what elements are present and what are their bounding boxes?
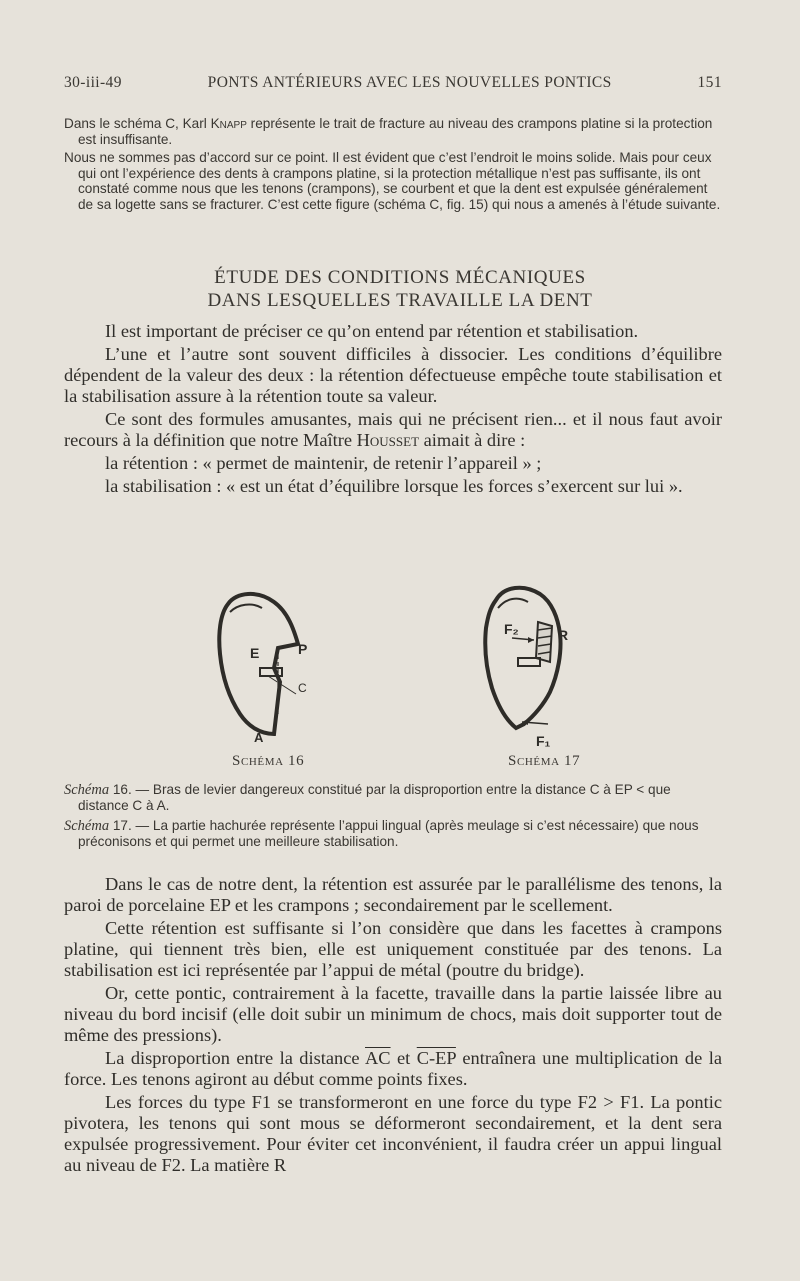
paragraph: Il est important de préciser ce qu’on entend par rétention et stabilisation.	[105, 321, 639, 341]
paragraph	[64, 409, 722, 451]
paragraph: Cette rétention est suffisante si l’on considère que dans les facettes à crampons platine, qui tiennent très bien, elle est uniquement constituée par des tenons. La stabilisation est ici représentée par l’appui de métal (poutre du bridge).	[64, 918, 722, 980]
intro-paragraph-1	[64, 116, 724, 147]
text: entraînera une multiplication de la force. Les tenons agiront au début comme points fixes.	[64, 1048, 723, 1089]
text: et	[390, 1048, 417, 1068]
caption-number: 17.	[109, 817, 132, 833]
author-name: Housset	[356, 430, 420, 450]
label-C: C	[298, 681, 307, 695]
caption-text: — Bras de levier dangereux constitué par la disproportion entre la distance C à EP < que distance C à A.	[78, 782, 671, 814]
schema-16-caption: Schéma 16	[232, 753, 305, 769]
header-title: PONTS ANTÉRIEURS AVEC LES NOUVELLES PONTICS	[207, 74, 612, 91]
label-P: P	[298, 641, 308, 657]
text: Ce sont des formules amusantes, mais qui ne précisent rien... et il nous faut avoir recours à la définition que notre Maître	[64, 409, 722, 450]
segment-c-ep: C-EP	[416, 1048, 456, 1068]
paragraph	[64, 1048, 722, 1090]
body-block-2	[64, 874, 722, 1178]
paragraph: la stabilisation : « est un état d’équilibre lorsque les forces s’exercent sur lui ».	[105, 476, 683, 496]
author-name: Knapp	[210, 116, 247, 131]
label-A: A	[254, 730, 264, 744]
label-R: R	[558, 627, 569, 643]
caption-label: Schéma	[64, 817, 110, 834]
paragraph: Les forces du type F1 se transformeront en une force du type F2 > F1. La pontic pivotera, les tenons qui sont mous se déformeront secondairement, et la dent sera expulsée progressivement. Pour éviter cet inconvénient, il faudra créer un appui lingual au niveau de F2. La matière R	[64, 1092, 722, 1175]
label-E: E	[250, 645, 260, 661]
label-F2: F₂	[504, 621, 519, 637]
intro-block	[64, 116, 724, 216]
section-heading	[64, 266, 736, 312]
paragraph: Dans le cas de notre dent, la rétention est assurée par le parallélisme des tenons, la paroi de porcelaine EP et les crampons ; secondairement par le scellement.	[64, 874, 722, 915]
caption-number: 16.	[109, 782, 132, 797]
paragraph: la rétention : « permet de maintenir, de retenir l’appareil » ;	[105, 453, 542, 473]
caption-text: — La partie hachurée représente l’appui lingual (après meulage si c’est nécessaire) que nous préconisons et qui permet une meilleure stabilisation.	[78, 817, 699, 850]
header-date: 30-iii-49	[64, 74, 122, 91]
running-header	[64, 74, 722, 92]
text: représente le trait de fracture au niveau des crampons platine si la protection est insuffisante.	[78, 116, 713, 147]
intro-paragraph-2: Nous ne sommes pas d’accord sur ce point. Il est évident que c’est l’endroit le moins solide. Mais pour ceux qui ont l’expérience des dents à crampons platine, si la protection métallique n’est pas suffisante, ils ont constaté comme nous que les tenons (crampons), se courbent et que la dent est expulsée généralement de sa logette sans se fracturer. C’est cette figure (schéma C, fig. 15) qui nous a amenés à l’étude suivante.	[64, 150, 721, 212]
text: Dans le schéma C, Karl	[64, 116, 211, 131]
page-number: 151	[697, 74, 722, 91]
text: La disproportion entre la distance	[105, 1048, 365, 1068]
text: aimait à dire :	[419, 430, 526, 450]
paragraph: L’une et l’autre sont souvent difficiles à dissocier. Les conditions d’équilibre dépendent de la valeur des deux : la rétention défectueuse empêche toute stabilisation et la stabilisation assure à la rétention toute sa valeur.	[64, 344, 722, 406]
schema-17-figure	[478, 578, 588, 750]
caption-17	[64, 818, 724, 850]
figure-captions	[64, 782, 724, 854]
schema-16-figure	[208, 584, 328, 744]
section-heading-line-1: ÉTUDE DES CONDITIONS MÉCANIQUES	[214, 267, 586, 288]
paragraph: Or, cette pontic, contrairement à la facette, travaille dans la partie laissée libre au niveau du bord incisif (elle doit subir un minimum de chocs, mais doit supporter tout de même des pressions).	[64, 983, 722, 1045]
schema-17-caption: Schéma 17	[508, 753, 581, 769]
body-block-1	[64, 321, 722, 499]
label-F1: F₁	[536, 733, 551, 749]
section-heading-line-2: DANS LESQUELLES TRAVAILLE LA DENT	[207, 290, 593, 311]
segment-ac: $\overline{AC}$	[365, 1048, 391, 1068]
caption-label: Schéma	[64, 782, 110, 798]
caption-16	[64, 782, 724, 814]
